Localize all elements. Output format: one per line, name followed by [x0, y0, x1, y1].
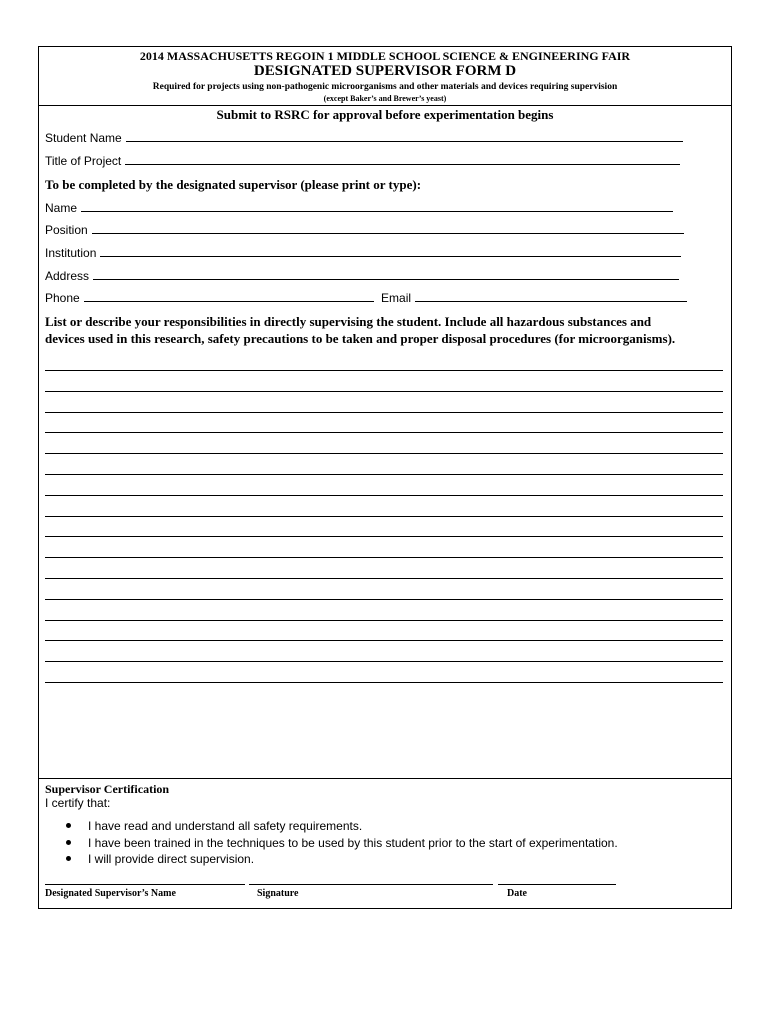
- responsibility-blank-line[interactable]: [45, 412, 723, 413]
- phone-email-field: [45, 290, 687, 305]
- email-input-line[interactable]: [415, 290, 687, 302]
- bullet-icon: [66, 856, 71, 861]
- responsibility-blank-line[interactable]: [45, 536, 723, 537]
- responsibility-blank-line[interactable]: [45, 557, 723, 558]
- header-divider: [38, 105, 732, 106]
- email-label: Email: [381, 291, 412, 305]
- responsibility-blank-line[interactable]: [45, 640, 723, 641]
- responsibilities-prompt-line1: List or describe your responsibilities in directly supervising the student. Include all hazardous substances and: [45, 314, 652, 329]
- fair-title: 2014 MASSACHUSETTS REGOIN 1 MIDDLE SCHOOL SCIENCE & ENGINEERING FAIR: [139, 49, 631, 63]
- institution-label: Institution: [45, 246, 97, 260]
- exception-note: (except Baker’s and Brewer’s yeast): [323, 94, 447, 103]
- position-field: [45, 222, 684, 237]
- student-name-input-line[interactable]: [126, 130, 683, 142]
- position-input-line[interactable]: [92, 222, 684, 234]
- supervisor-name-field: [45, 200, 673, 215]
- certification-item: I have read and understand all safety requirements.: [66, 819, 362, 833]
- date-label: Date: [507, 888, 527, 899]
- responsibility-blank-line[interactable]: [45, 474, 723, 475]
- responsibility-blank-line[interactable]: [45, 620, 723, 621]
- responsibility-blank-line[interactable]: [45, 370, 723, 371]
- signature-label: Signature: [257, 888, 299, 899]
- certification-intro: I certify that:: [45, 796, 111, 810]
- certification-item: I will provide direct supervision.: [66, 852, 254, 866]
- supervisor-section-heading: To be completed by the designated supervisor (please print or type):: [45, 177, 422, 192]
- responsibility-blank-line[interactable]: [45, 495, 723, 496]
- institution-field: [45, 245, 681, 260]
- project-title-field: [45, 153, 680, 168]
- student-name-label: Student Name: [45, 131, 122, 145]
- responsibility-blank-line[interactable]: [45, 661, 723, 662]
- address-field: [45, 268, 679, 283]
- phone-input-line[interactable]: [84, 290, 374, 302]
- responsibility-blank-line[interactable]: [45, 599, 723, 600]
- supervisor-name-label: Name: [45, 201, 78, 215]
- responsibility-blank-line[interactable]: [45, 516, 723, 517]
- project-title-input-line[interactable]: [125, 153, 680, 165]
- position-label: Position: [45, 223, 88, 237]
- submit-note: Submit to RSRC for approval before experimentation begins: [216, 107, 554, 122]
- responsibility-blank-line[interactable]: [45, 453, 723, 454]
- requirement-note: Required for projects using non-pathogenic microorganisms and other materials and devices requiring supervision: [152, 82, 618, 92]
- responsibilities-prompt-line2: devices used in this research, safety precautions to be taken and proper disposal procedures (for microorganisms).: [45, 331, 676, 346]
- address-label: Address: [45, 269, 90, 283]
- form-title: DESIGNATED SUPERVISOR FORM D: [253, 63, 517, 79]
- bullet-icon: [66, 823, 71, 828]
- project-title-label: Title of Project: [45, 154, 122, 168]
- bullet-icon: [66, 840, 71, 845]
- certification-item: I have been trained in the techniques to be used by this student prior to the start of experimentation.: [66, 836, 618, 850]
- supervisor-name-signature-label: Designated Supervisor’s Name: [45, 888, 176, 899]
- responsibility-blank-line[interactable]: [45, 578, 723, 579]
- student-name-field: [45, 130, 683, 145]
- certification-title: Supervisor Certification: [45, 782, 170, 796]
- address-input-line[interactable]: [93, 268, 679, 280]
- responsibility-blank-line[interactable]: [45, 682, 723, 683]
- institution-input-line[interactable]: [100, 245, 681, 257]
- phone-label: Phone: [45, 291, 80, 305]
- supervisor-name-input-line[interactable]: [81, 200, 673, 212]
- signature-line[interactable]: [249, 884, 493, 885]
- supervisor-name-signature-line[interactable]: [45, 884, 245, 885]
- responsibility-blank-line[interactable]: [45, 432, 723, 433]
- responsibility-blank-line[interactable]: [45, 391, 723, 392]
- date-line[interactable]: [498, 884, 616, 885]
